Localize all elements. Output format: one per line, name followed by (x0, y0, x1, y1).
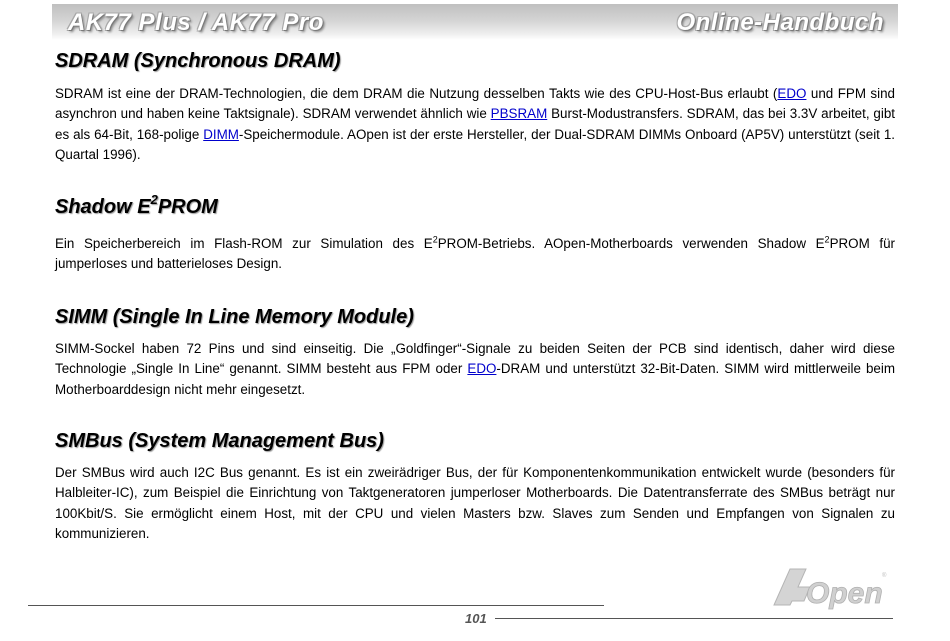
section-title-sdram: SDRAM (Synchronous DRAM) (55, 50, 341, 72)
body-text: SDRAM ist eine der DRAM-Technologien, die dem DRAM die Nutzung desselben Takts wie des CPU-Host-Bus erlaubt ( (55, 86, 778, 101)
manual-title: AK77 Plus / AK77 Pro (68, 9, 324, 36)
section-body-simm (55, 339, 895, 400)
section-title-shadow-e2prom (55, 192, 218, 219)
body-text: Der SMBus wird auch I2C Bus genannt. Es ist ein zweirädriger Bus, der für Komponentenkommunikation entwickelt wurde (besonders für Halbleiter-IC), zum Beispiel die Einrichtung von Taktgeneratoren jumperloser Motherboards. Die Datentransferrate des SMBus beträgt nur 100Kbit/S. Sie ermöglicht einem Host, mit der CPU und vielen Masters bzw. Slaves zum Senden und Empfangen von Signalen zu kommunizieren. (55, 465, 895, 542)
body-text: Ein Speicherbereich im Flash-ROM zur Simulation des E (55, 236, 433, 251)
title-superscript: 2 (150, 192, 158, 207)
body-text: SIMM-Sockel haben 72 Pins und sind einseitig. Die „Goldfinger“-Signale zu beiden Seiten der PCB sind identisch, daher wird diese Technologie „Single In Line“ genannt. SIMM besteht aus FPM oder (55, 341, 895, 377)
body-text: PROM für jumperloses und batterieloses Design. (55, 236, 895, 272)
body-text: PROM-Betriebs. AOpen-Motherboards verwenden Shadow E (437, 236, 825, 251)
section-body-smbus (55, 463, 895, 545)
link-dimm[interactable]: DIMM (203, 126, 239, 142)
section-title-simm: SIMM (Single In Line Memory Module) (55, 306, 414, 328)
superscript: 2 (432, 234, 438, 245)
body-text: -Speichermodule. AOpen ist der erste Hersteller, der Dual-SDRAM DIMMs Onboard (AP5V) unterstützt (seit 1. Quartal 1996). (55, 126, 895, 163)
aopen-logo (770, 565, 890, 611)
footer-rule-left (28, 605, 604, 606)
section-title-smbus: SMBus (System Management Bus) (55, 430, 384, 452)
body-text: -DRAM und unterstützt 32-Bit-Daten. SIMM wird mittlerweile beim Motherboarddesign nicht mehr eingesetzt. (55, 361, 896, 397)
link-edo[interactable]: EDO (467, 361, 497, 377)
title-part: Shadow E (55, 196, 151, 218)
section-body-shadow-e2prom (55, 234, 895, 275)
page-number: 101 (462, 611, 490, 626)
handbook-label: Online-Handbuch (676, 9, 884, 36)
link-pbsram[interactable]: PBSRAM (490, 106, 548, 122)
svg-text:Open: Open (806, 577, 883, 610)
svg-text:®: ® (882, 573, 887, 579)
title-part: PROM (157, 196, 218, 218)
header-banner (52, 4, 898, 40)
footer-rule-right (495, 618, 893, 619)
body-text: und FPM sind asynchron und haben keine Taktsignale). SDRAM verwendet ähnlich wie (55, 86, 896, 122)
body-text: Burst-Modustransfers. SDRAM, das bei 3.3V arbeitet, gibt es als 64-Bit, 168-polige (55, 106, 895, 142)
section-body-sdram (55, 84, 895, 166)
superscript: 2 (824, 234, 830, 245)
link-edo[interactable]: EDO (777, 86, 807, 101)
